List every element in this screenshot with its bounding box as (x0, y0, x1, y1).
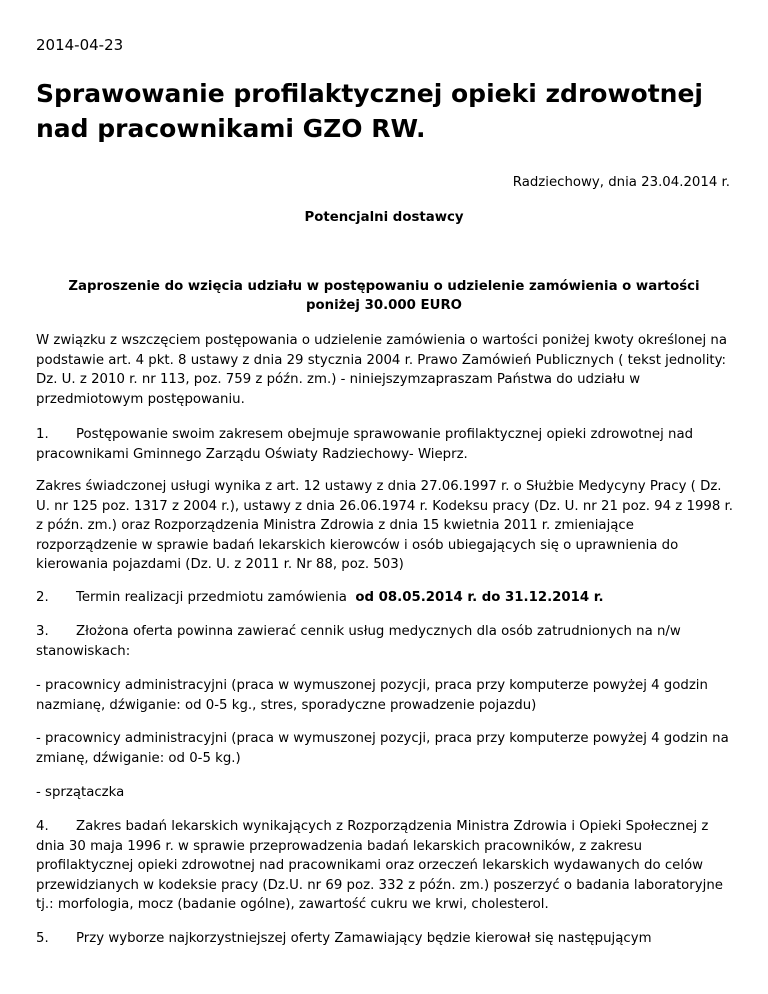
title-line-2: nad pracownikami GZO RW. (36, 114, 426, 143)
invitation-line-1: Zaproszenie do wzięcia udziału w postępowaniu o udzielenie zamówienia o wartości (68, 279, 700, 294)
item-3-text: Złożona oferta powinna zawierać cennik usług medycznych dla osób zatrudnionych na n/w stanowiskach: (36, 624, 681, 659)
document-date: 2014-04-23 (36, 36, 124, 54)
invitation-line-2: poniżej 30.000 EURO (306, 298, 462, 313)
recipients-heading: Potencjalni dostawcy (304, 210, 464, 225)
item-2 (36, 588, 736, 608)
item-1-number: 1. (36, 427, 49, 442)
item-5-text: Przy wyborze najkorzystniejszej oferty Zamawiający będzie kierował się następującym (76, 931, 652, 946)
item-1 (36, 425, 736, 464)
position-3: - sprzątaczka (36, 785, 125, 800)
scope-paragraph: Zakres świadczonej usługi wynika z art. 12 ustawy z dnia 27.06.1997 r. o Służbie Medycyny Pracy ( Dz. U. nr 125 poz. 1317 z 2004 r.), ustawy z dnia 26.06.1974 r. Kodeksu pracy (Dz. U. nr 21 poz. 94 z 1998 r. z późn. zm.) oraz Rozporządzenia Ministra Zdrowia z dnia 15 kwietnia 2011 r. zmieniające rozporządzenie w sprawie badań lekarskich kierowców i osób ubiegających się o uprawnienia do kierowania pojazdami (Dz. U. z 2011 r. Nr 88, poz. 503) (36, 479, 734, 572)
document-title (36, 76, 736, 146)
item-2-number: 2. (36, 590, 49, 605)
item-5-number: 5. (36, 931, 49, 946)
item-3-number: 3. (36, 624, 49, 639)
item-1-text: Postępowanie swoim zakresem obejmuje sprawowanie profilaktycznej opieki zdrowotnej nad pracownikami Gminnego Zarządu Oświaty Radziechowy- Wieprz. (36, 427, 694, 462)
place-and-date: Radziechowy, dnia 23.04.2014 r. (512, 175, 730, 190)
item-4-number: 4. (36, 819, 49, 834)
invitation-heading (36, 277, 732, 315)
item-4-text: Zakres badań lekarskich wynikających z Rozporządzenia Ministra Zdrowia i Opieki Społecznej z dnia 30 maja 1996 r. w sprawie przeprowadzenia badań lekarskich pracowników, z zakresu profilaktycznej opieki zdrowotnej nad pracownikami oraz orzeczeń lekarskich wydawanych do celów przewidzianych w kodeksie pracy (Dz.U. nr 69 poz. 332 z późn. zm.) poszerzyć o badania laboratoryjne tj.: morfologia, mocz (badanie ogólne), zawartość cukru we krwi, cholesterol. (36, 819, 723, 912)
item-5 (36, 929, 736, 949)
item-4 (36, 817, 736, 915)
intro-paragraph: W związku z wszczęciem postępowania o udzielenie zamówienia o wartości poniżej kwoty określonej na podstawie art. 4 pkt. 8 ustawy z dnia 29 stycznia 2004 r. Prawo Zamówień Publicznych ( tekst jednolity: Dz. U. z 2010 r. nr 113, poz. 759 z późn. zm.) - niniejszymzapraszam Państwa do udziału w przedmiotowym postępowaniu. (36, 333, 727, 407)
position-1: - pracownicy administracyjni (praca w wymuszonej pozycji, praca przy komputerze powyżej 4 godzin nazmianę, dźwiganie: od 0-5 kg., stres, sporadyczne prowadzenie pojazdu) (36, 678, 708, 713)
item-2-date-range: od 08.05.2014 r. do 31.12.2014 r. (355, 590, 604, 605)
title-line-1: Sprawowanie profilaktycznej opieki zdrowotnej (36, 79, 703, 108)
item-2-text: Termin realizacji przedmiotu zamówienia (76, 590, 347, 605)
item-3 (36, 622, 736, 661)
position-2: - pracownicy administracyjni (praca w wymuszonej pozycji, praca przy komputerze powyżej 4 godzin na zmianę, dźwiganie: od 0-5 kg.) (36, 731, 729, 766)
